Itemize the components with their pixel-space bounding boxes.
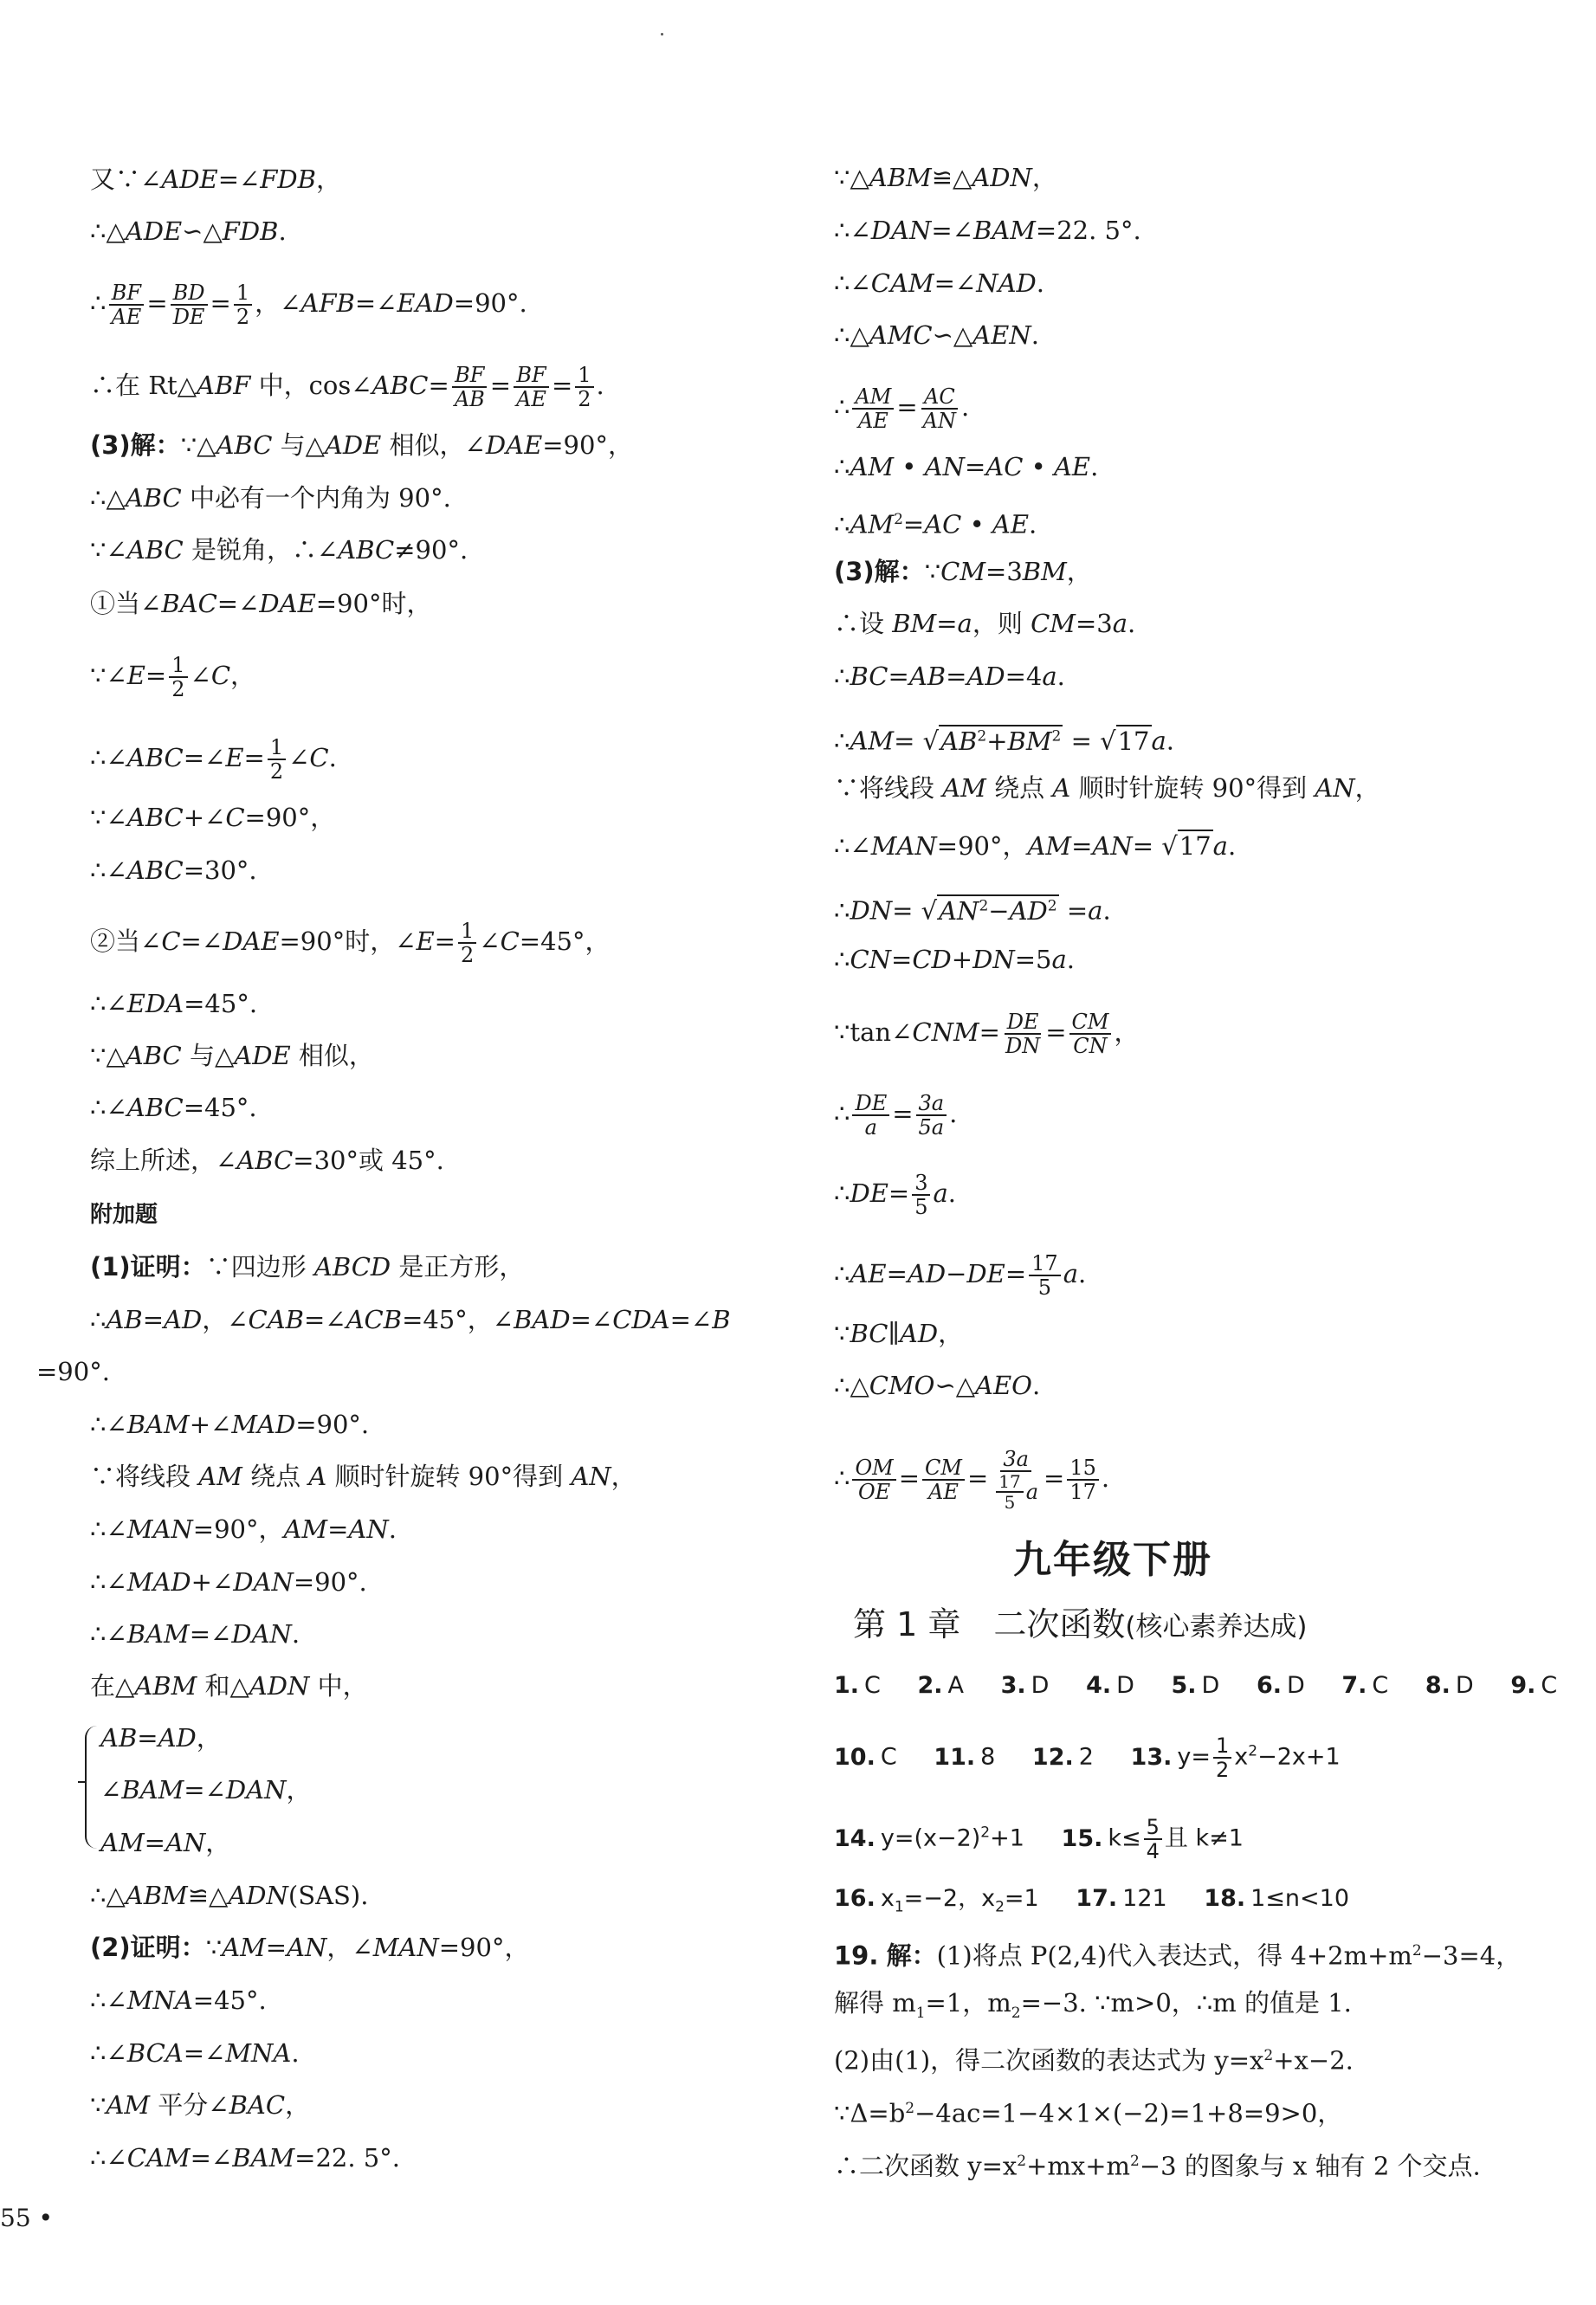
proof-line: ∴△ABM≌△ADN(SAS). <box>90 1881 369 1910</box>
proof-line: ∴ $\frac{DE}{a}$ = $\frac{3a}{5a}$ . <box>834 1091 958 1140</box>
proof-line: ∴∠MAN=90°，AM=AN. <box>90 1514 397 1544</box>
chapter-subtitle: (核心素养达成) <box>1125 1611 1308 1643</box>
proof-line: ②当∠C=∠DAE=90°时，∠E= $\frac{1}{2}$ ∠C=45°， <box>90 919 611 967</box>
proof-line: ∵△ABM≌△ADN， <box>834 163 1057 192</box>
proof-line: 综上所述，∠ABC=30°或 45°. <box>90 1146 444 1175</box>
proof-line: ∴AM= $√AB^2+BM^2 = √17a$. <box>834 726 1175 756</box>
proof-line: ∴ $\frac{BF}{AE}$ = $\frac{BD}{DE}$ = $\frac{1}{2}$ ，∠AFB=∠EAD=90°. <box>90 281 527 329</box>
section-heading-extra: 附加题 <box>90 1202 158 1228</box>
proof-line: (3)解：∵△ABC 与△ADE 相似，∠DAE=90°， <box>90 430 633 460</box>
proof-line: AM=AN， <box>100 1828 231 1857</box>
proof-line: $\because\Delta=b^2-4ac=1-4\times 1\times(-2)=1+8=9>0$， <box>834 2098 1343 2128</box>
proof-line: ∴AM • AN=AC • AE. <box>834 452 1099 481</box>
proof-line: (3)解：∵CM=3BM， <box>834 557 1092 586</box>
proof-line: ∴在 Rt△ABF 中，cos∠ABC= $\frac{BF}{AB}$ = $\frac{BF}{AE}$ = $\frac{1}{2}$ . <box>90 363 604 411</box>
proof-line: (1)证明：∵四边形 ABCD 是正方形， <box>90 1252 525 1282</box>
chapter-title <box>853 1598 1308 1645</box>
proof-line: ∴∠BAM+∠MAD=90°. <box>90 1410 370 1439</box>
proof-line: ∵将线段 AM 绕点 A 顺时针旋转 90°得到 AN， <box>90 1462 636 1491</box>
proof-line: ∵∠E= $\frac{1}{2}$ ∠C， <box>90 653 256 701</box>
proof-line: ∴∠ABC=45°. <box>90 1093 257 1122</box>
proof-line: ∴AB=AD，∠CAB=∠ACB=45°，∠BAD=∠CDA=∠B <box>90 1305 731 1334</box>
proof-line: 又∵∠ADE=∠FDB， <box>90 165 341 194</box>
answer-row: 10. C 11. 8 12. 2 13. y= $\frac{1}{2}$ $x^2-2x+1$ <box>834 1734 1341 1782</box>
proof-line: ∠BAM=∠DAN， <box>100 1775 312 1805</box>
proof-line: ∴ $\frac{OM}{OE}$ = $\frac{CM}{AE}$ = 3a $\frac{17}{5}$ a = $\frac{15}{17}$ . <box>834 1447 1110 1513</box>
proof-line: 解得 $m_1=1$，$m_2=-3$. ∵m>0，∴m 的值是 1. <box>834 1988 1352 2022</box>
proof-line: ∴ $\frac{AM}{AE}$ = $\frac{AC}{AN}$ . <box>834 384 970 433</box>
proof-line: (2)由(1)，得二次函数的表达式为 $y=x^2+x-2$. <box>834 2045 1354 2076</box>
proof-line: $\therefore AM^2=AC$ • AE. <box>834 509 1037 539</box>
proof-line: ∴∠ABC=30°. <box>90 855 257 885</box>
proof-line: ∴△ADE∽△FDB. <box>90 216 287 246</box>
proof-line: 在△ABM 和△ADN 中， <box>90 1671 368 1701</box>
proof-line: ①当∠BAC=∠DAE=90°时， <box>90 589 432 618</box>
proof-line: ∵将线段 AM 绕点 A 顺时针旋转 90°得到 AN， <box>834 773 1380 803</box>
page-number: 55 • <box>0 2204 54 2232</box>
proof-line: ∴∠EDA=45°. <box>90 989 258 1018</box>
proof-line: ∴∠CAM=∠NAD. <box>834 268 1044 298</box>
scan-dot <box>661 33 663 36</box>
proof-line: ∴△CMO∽△AEO. <box>834 1371 1041 1400</box>
answer-row: 14. $y=(x-2)^2+1$ 15. k≤ $\frac{5}{4}$ 且 k≠1 <box>834 1815 1244 1863</box>
proof-line: ∴∠MAN=90°，AM=AN= √17a. <box>834 831 1237 861</box>
proof-line: ∵tan∠CNM= $\frac{DE}{DN}$ = $\frac{CM}{CN}$ ， <box>834 1010 1140 1058</box>
proof-line: ∴∠BCA=∠MNA. <box>90 2038 300 2068</box>
proof-line: =90°. <box>36 1357 110 1386</box>
system-brace <box>85 1726 102 1849</box>
proof-line: ∴∠MAD+∠DAN=90°. <box>90 1567 367 1597</box>
proof-line: ∴△AMC∽△AEN. <box>834 320 1039 350</box>
book-section-title: 九年级下册 <box>1013 1538 1212 1582</box>
answer-row: 16. $x_1=-2$，$x_2=1$ 17. 121 18. 1≤n<10 <box>834 1885 1350 1916</box>
proof-line: ∴CN=CD+DN=5a. <box>834 945 1076 974</box>
proof-line: ∵BC∥AD， <box>834 1319 964 1348</box>
proof-line: ∴△ABC 中必有一个内角为 90°. <box>90 483 451 513</box>
proof-line: ∴设 BM=a，则 CM=3a. <box>834 609 1136 638</box>
proof-line: ∴DN= $√AN^2-AD^2 =a$. <box>834 895 1111 926</box>
proof-line: ∴∠ABC=∠E= $\frac{1}{2}$ ∠C. <box>90 735 337 784</box>
proof-line: ∵∠ABC 是锐角，∴∠ABC≠90°. <box>90 535 468 565</box>
proof-line: ∴∠CAM=∠BAM=22. 5°. <box>90 2143 400 2173</box>
proof-line: ∵△ABC 与△ADE 相似， <box>90 1041 374 1070</box>
proof-line: ∴DE= $\frac{3}{5}$ a. <box>834 1171 956 1219</box>
proof-line: ∵∠ABC+∠C=90°， <box>90 803 336 832</box>
proof-line: 19. 解：(1)将点 P(2,4)代入表达式，得 $4+2m+m^2-3=4$， <box>834 1940 1522 1971</box>
proof-line: ∴∠BAM=∠DAN. <box>90 1619 300 1649</box>
proof-line: AB=AD， <box>100 1723 222 1753</box>
proof-line: ∴∠DAN=∠BAM=22. 5°. <box>834 216 1141 245</box>
proof-line: ∴二次函数 $y=x^2+mx+m^2-3$ 的图象与 x 轴有 2 个交点. <box>834 2151 1481 2181</box>
proof-line: ∴BC=AB=AD=4a. <box>834 662 1065 691</box>
answer-row: 1. C 2. A 3. D 4. D 5. D 6. D 7. C 8. D 9. C <box>834 1672 1558 1699</box>
proof-line: (2)证明：∵AM=AN，∠MAN=90°， <box>90 1933 530 1962</box>
chapter-main: 第 1 章 二次函数 <box>853 1605 1126 1643</box>
proof-line: ∵AM 平分∠BAC， <box>90 2090 311 2120</box>
proof-line: ∴∠MNA=45°. <box>90 1985 267 2015</box>
proof-line: ∴AE=AD−DE= $\frac{17}{5}$ a. <box>834 1251 1087 1300</box>
